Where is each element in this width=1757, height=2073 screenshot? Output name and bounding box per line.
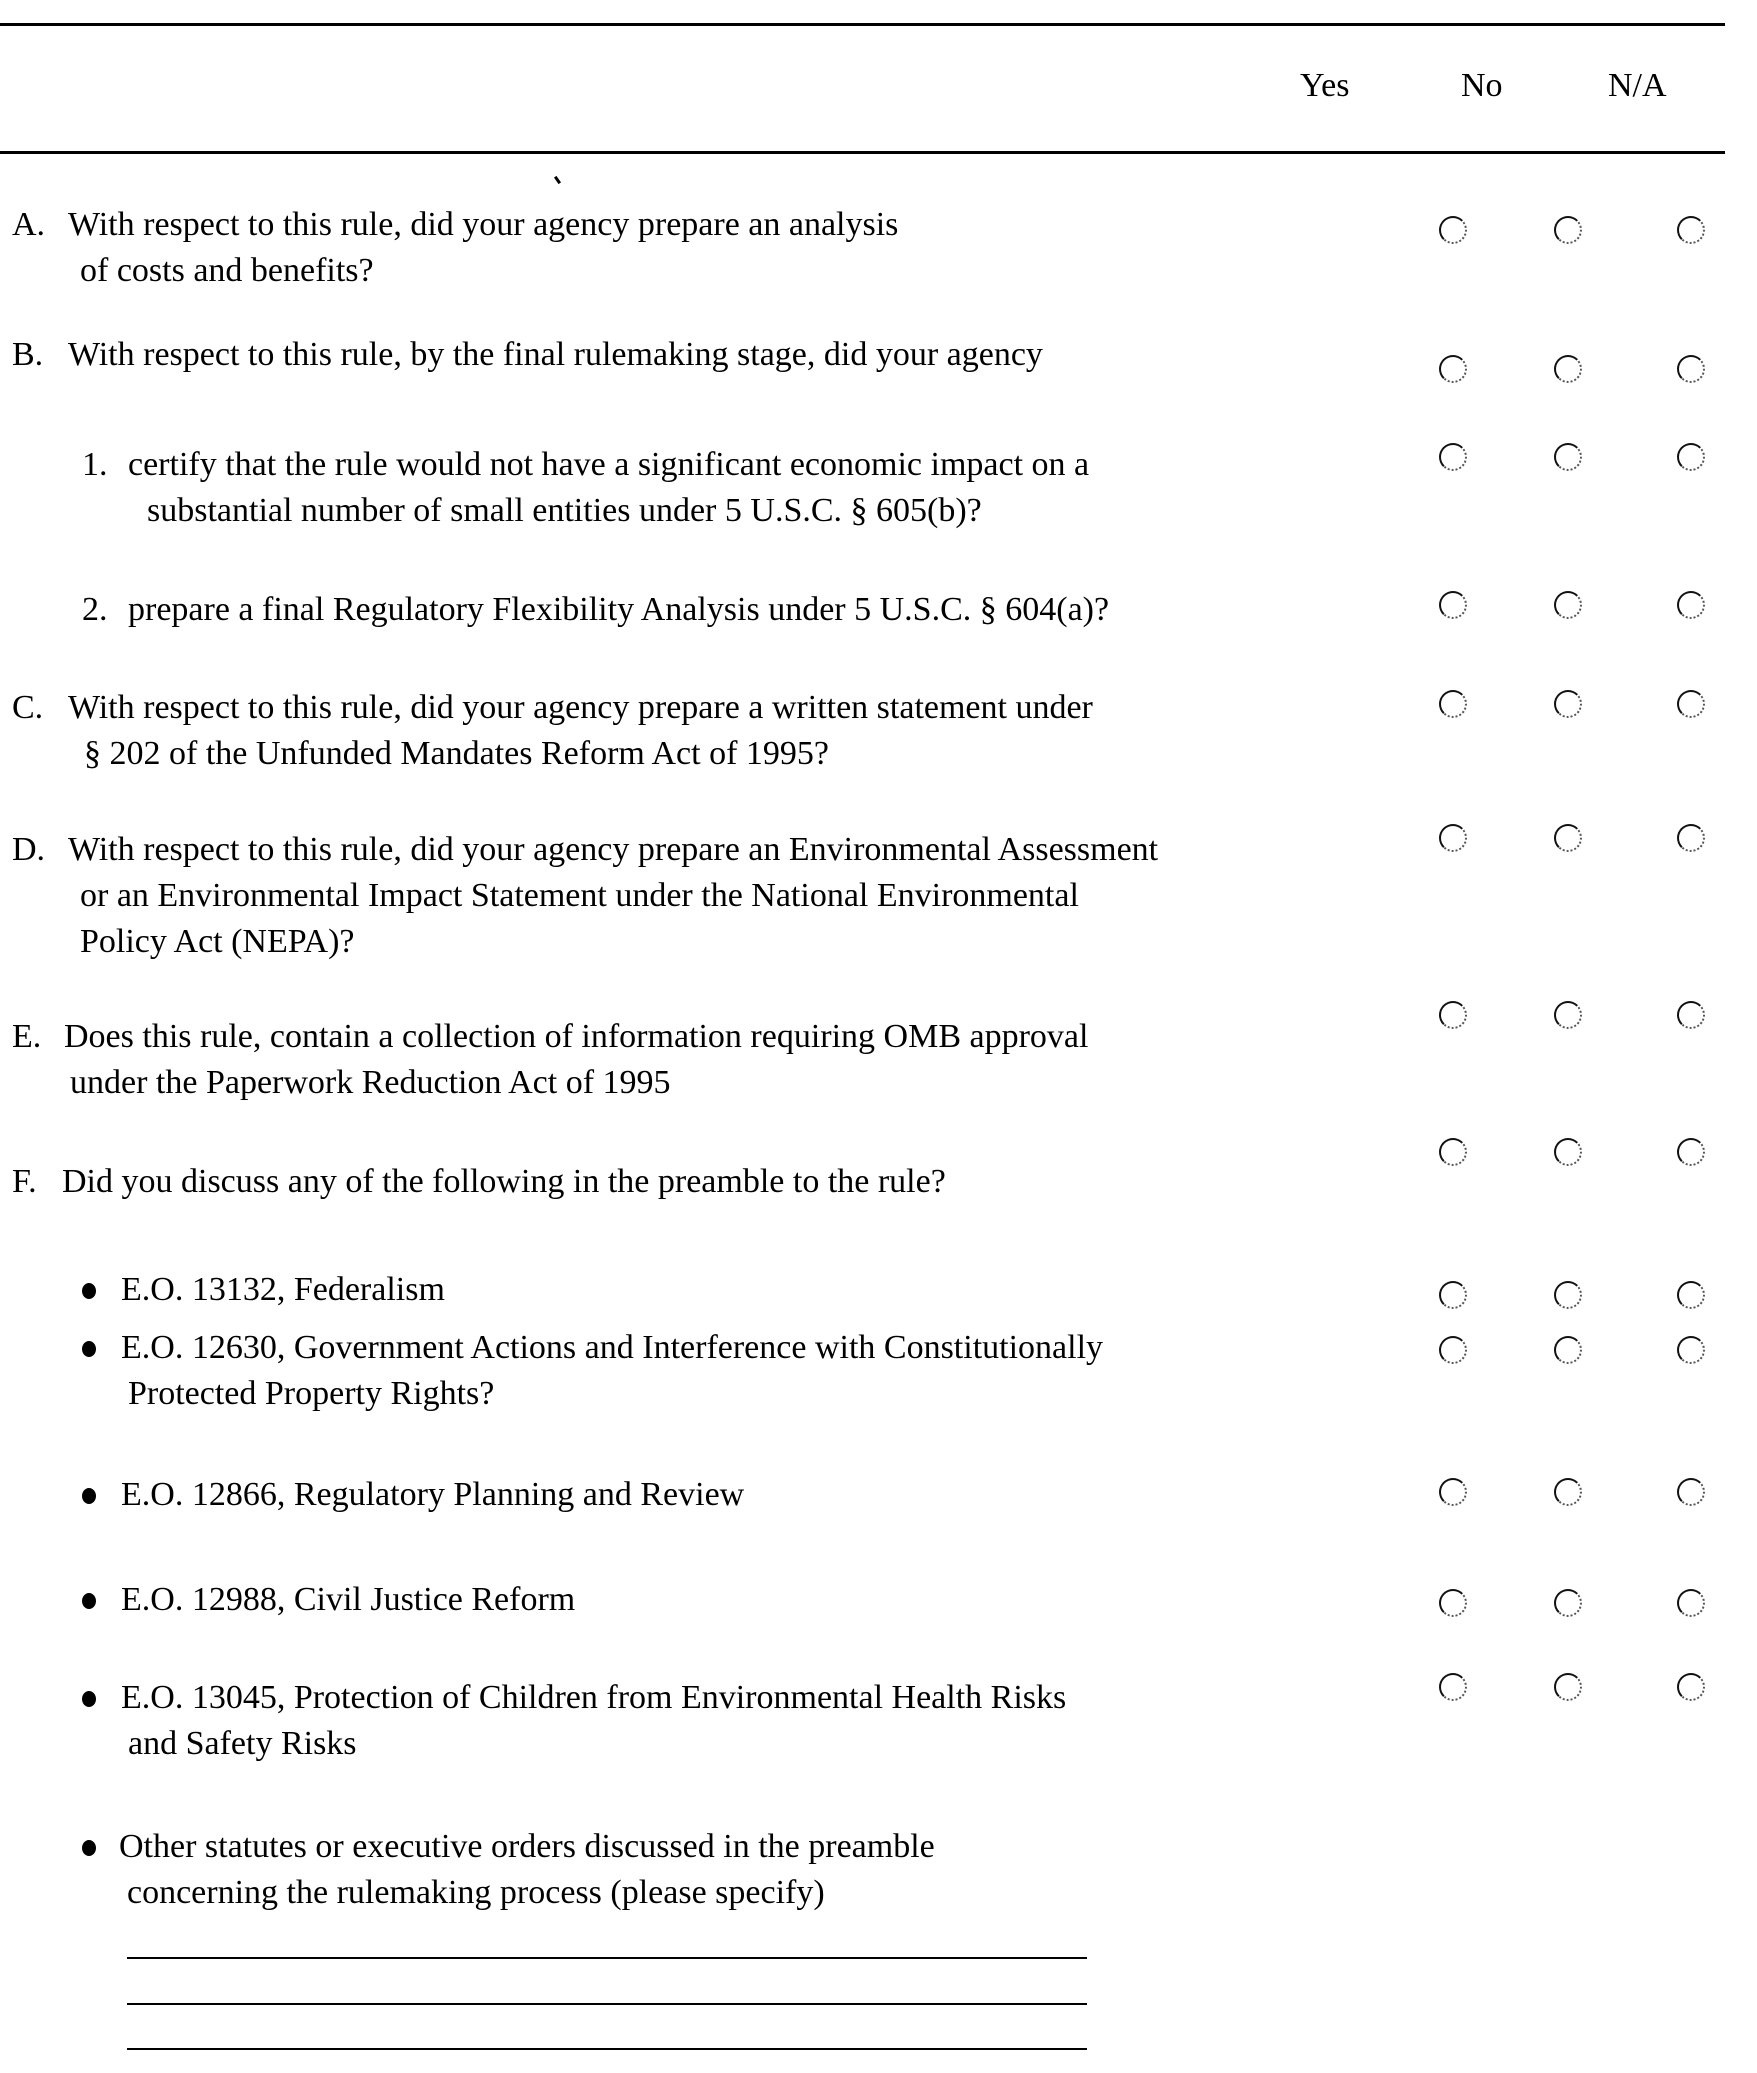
radio-eo12866-no[interactable] <box>1554 1478 1582 1506</box>
radio-b1-na[interactable] <box>1677 443 1705 471</box>
radio-eo13045-na[interactable] <box>1677 1673 1705 1701</box>
radio-eo12988-na[interactable] <box>1677 1589 1705 1617</box>
question-text: certify that the rule would not have a significant economic impact on a <box>128 446 1090 483</box>
question-label: A. <box>12 206 46 243</box>
radio-e-na[interactable] <box>1677 1001 1705 1029</box>
radio-eo12866-na[interactable] <box>1677 1478 1705 1506</box>
other-specify-line-2[interactable] <box>127 2003 1087 2005</box>
radio-f-na[interactable] <box>1677 1138 1705 1166</box>
bullet-text: and Safety Risks <box>128 1725 357 1762</box>
column-header-na: N/A <box>1608 67 1667 104</box>
question-label: C. <box>12 689 44 726</box>
other-specify-line-3[interactable] <box>127 2048 1087 2050</box>
question-text: or an Environmental Impact Statement under the National Environmental <box>80 877 1079 914</box>
bullet-icon <box>82 1840 96 1856</box>
question-text: With respect to this rule, did your agency prepare a written statement under <box>68 689 1093 726</box>
radio-eo12630-na[interactable] <box>1677 1336 1705 1364</box>
radio-a-no[interactable] <box>1554 216 1582 244</box>
question-text: With respect to this rule, did your agency prepare an analysis <box>68 206 899 243</box>
radio-e-no[interactable] <box>1554 1001 1582 1029</box>
bullet-text: E.O. 12988, Civil Justice Reform <box>121 1581 576 1618</box>
radio-eo13045-no[interactable] <box>1554 1673 1582 1701</box>
radio-eo13132-no[interactable] <box>1554 1281 1582 1309</box>
radio-eo13132-yes[interactable] <box>1439 1281 1467 1309</box>
bullet-text: E.O. 13045, Protection of Children from Environmental Health Risks <box>121 1679 1067 1716</box>
radio-a-yes[interactable] <box>1439 216 1467 244</box>
bullet-text: E.O. 13132, Federalism <box>121 1271 445 1308</box>
radio-eo12988-no[interactable] <box>1554 1589 1582 1617</box>
radio-eo12630-no[interactable] <box>1554 1336 1582 1364</box>
radio-a-na[interactable] <box>1677 216 1705 244</box>
question-text: prepare a final Regulatory Flexibility Analysis under 5 U.S.C. § 604(a)? <box>128 591 1110 628</box>
radio-b1-no[interactable] <box>1554 443 1582 471</box>
question-label: B. <box>12 336 44 373</box>
bullet-text: Other statutes or executive orders discussed in the preamble <box>119 1828 935 1865</box>
scan-mark <box>554 176 561 184</box>
question-label: E. <box>12 1018 42 1055</box>
bullet-text: E.O. 12630, Government Actions and Interference with Constitutionally <box>121 1329 1104 1366</box>
radio-d-yes[interactable] <box>1439 824 1467 852</box>
bullet-text: Protected Property Rights? <box>128 1375 495 1412</box>
radio-eo12866-yes[interactable] <box>1439 1478 1467 1506</box>
question-text: Policy Act (NEPA)? <box>80 923 355 960</box>
radio-c-yes[interactable] <box>1439 690 1467 718</box>
radio-b2-no[interactable] <box>1554 591 1582 619</box>
question-text: substantial number of small entities under 5 U.S.C. § 605(b)? <box>147 492 982 529</box>
radio-eo13132-na[interactable] <box>1677 1281 1705 1309</box>
radio-f-yes[interactable] <box>1439 1138 1467 1166</box>
bullet-icon <box>82 1488 96 1504</box>
question-text: With respect to this rule, did your agency prepare an Environmental Assessment <box>68 831 1159 868</box>
radio-f-no[interactable] <box>1554 1138 1582 1166</box>
question-text: Does this rule, contain a collection of information requiring OMB approval <box>64 1018 1089 1055</box>
question-text: under the Paperwork Reduction Act of 1995 <box>70 1064 671 1101</box>
bullet-text: E.O. 12866, Regulatory Planning and Review <box>121 1476 745 1513</box>
bullet-icon <box>82 1691 96 1707</box>
question-label: 2. <box>82 591 108 628</box>
bullet-icon <box>82 1283 96 1299</box>
column-header-yes: Yes <box>1300 67 1350 104</box>
radio-eo13045-yes[interactable] <box>1439 1673 1467 1701</box>
question-text: § 202 of the Unfunded Mandates Reform Act of 1995? <box>84 735 829 772</box>
radio-d-na[interactable] <box>1677 824 1705 852</box>
radio-c-no[interactable] <box>1554 690 1582 718</box>
radio-b2-na[interactable] <box>1677 591 1705 619</box>
bullet-icon <box>82 1341 96 1357</box>
radio-c-na[interactable] <box>1677 690 1705 718</box>
radio-b-na[interactable] <box>1677 355 1705 383</box>
radio-eo12988-yes[interactable] <box>1439 1589 1467 1617</box>
question-label: F. <box>12 1163 37 1200</box>
radio-b2-yes[interactable] <box>1439 591 1467 619</box>
radio-b1-yes[interactable] <box>1439 443 1467 471</box>
question-label: D. <box>12 831 46 868</box>
other-specify-line-1[interactable] <box>127 1957 1087 1959</box>
radio-d-no[interactable] <box>1554 824 1582 852</box>
question-label: 1. <box>82 446 108 483</box>
question-text: Did you discuss any of the following in the preamble to the rule? <box>62 1163 946 1200</box>
top-rule <box>0 23 1725 26</box>
bullet-text: concerning the rulemaking process (please specify) <box>127 1874 825 1911</box>
header-bottom-rule <box>0 151 1725 154</box>
column-header-no: No <box>1461 67 1503 104</box>
question-text: With respect to this rule, by the final rulemaking stage, did your agency <box>68 336 1043 373</box>
question-text: of costs and benefits? <box>80 252 374 289</box>
radio-b-yes[interactable] <box>1439 355 1467 383</box>
radio-e-yes[interactable] <box>1439 1001 1467 1029</box>
bullet-icon <box>82 1593 96 1609</box>
radio-b-no[interactable] <box>1554 355 1582 383</box>
radio-eo12630-yes[interactable] <box>1439 1336 1467 1364</box>
